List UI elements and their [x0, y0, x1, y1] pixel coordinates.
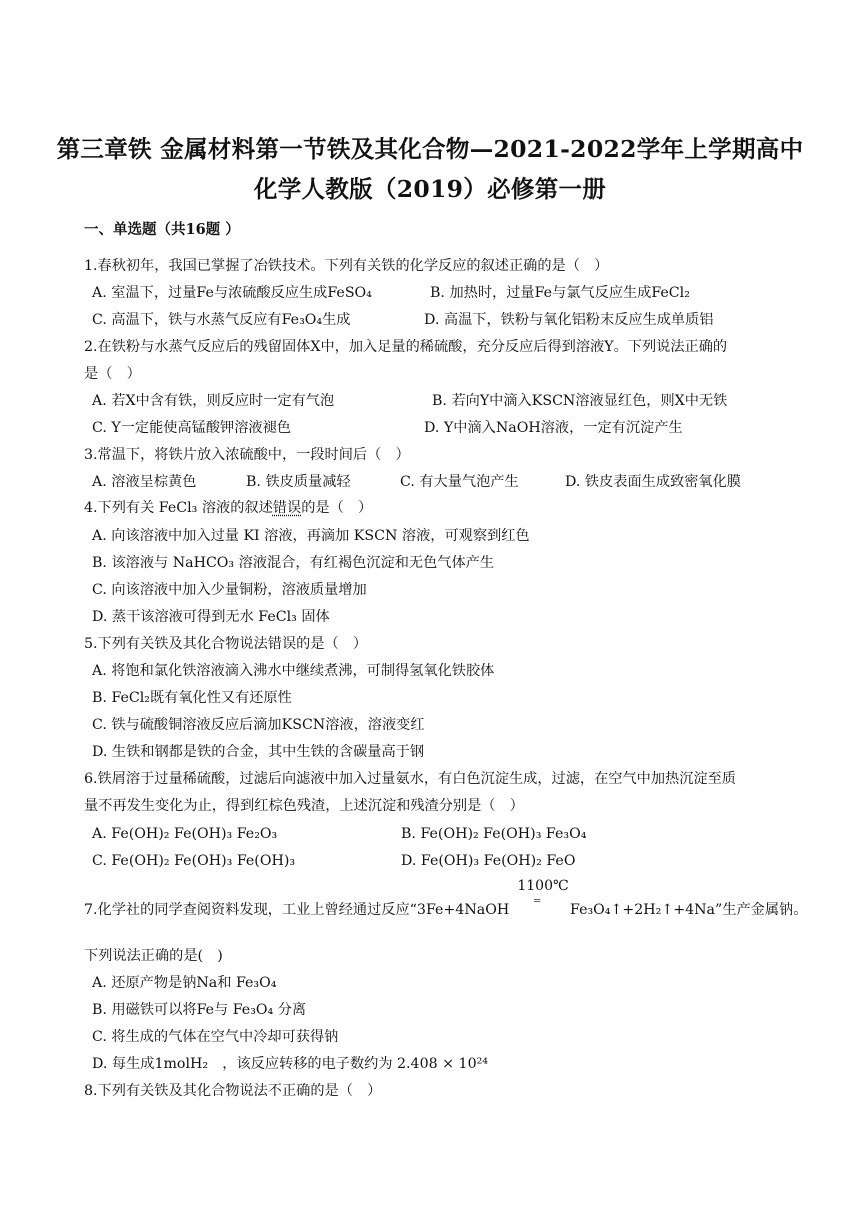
question-4-option-b: B. 该溶液与 NaHCO₃ 溶液混合，有红褐色沉淀和无色气体产生: [92, 555, 495, 571]
question-7-option-c: C. 将生成的气体在空气中冷却可获得钠: [92, 1029, 339, 1045]
question-4-emphasis: 错误: [272, 500, 302, 516]
question-1-option-b: B. 加热时，过量Fe与氯气反应生成FeCl₂: [430, 285, 690, 301]
question-6-option-d: D. Fe(OH)₃ Fe(OH)₂ FeO: [401, 853, 576, 869]
reaction-condition: 1100℃: [517, 878, 569, 894]
question-8-stem: 8.下列有关铁及其化合物说法不正确的是（ ）: [84, 1083, 382, 1099]
question-6-stem-line1: 6.铁屑溶于过量稀硫酸，过滤后向滤液中加入过量氨水，有白色沉淀生成，过滤，在空气中加热沉淀至质: [84, 771, 736, 787]
question-3-option-d: D. 铁皮表面生成致密氧化膜: [565, 474, 741, 490]
question-4-option-a: A. 向该溶液中加入过量 KI 溶液，再滴加 KSCN 溶液，可观察到红色: [92, 528, 530, 544]
question-7-option-a: A. 还原产物是钠Na和 Fe₃O₄: [92, 975, 277, 991]
question-1-option-d: D. 高温下，铁粉与氧化铝粉末反应生成单质铝: [424, 312, 714, 328]
question-2-stem-line1: 2.在铁粉与水蒸气反应后的残留固体X中，加入足量的稀硫酸，充分反应后得到溶液Y。下列说法正确的: [84, 339, 728, 355]
question-2-option-b: B. 若向Y中滴入KSCN溶液显红色，则X中无铁: [432, 393, 728, 409]
section-heading: 一、单选题（共16题 ）: [84, 221, 240, 238]
question-2-option-d: D. Y中滴入NaOH溶液，一定有沉淀产生: [424, 420, 683, 436]
question-6-option-b: B. Fe(OH)₂ Fe(OH)₃ Fe₃O₄: [401, 826, 587, 842]
question-7-stem-line1-start: 7.化学社的同学查阅资料发现，工业上曾经通过反应“3Fe+4NaOH: [84, 902, 510, 918]
question-2-option-a: A. 若X中含有铁，则反应时一定有气泡: [92, 393, 335, 409]
question-5-option-d: D. 生铁和钢都是铁的合金，其中生铁的含碳量高于钢: [92, 744, 425, 760]
question-1-option-c: C. 高温下，铁与水蒸气反应有Fe₃O₄生成: [92, 312, 351, 328]
question-1-stem: 1.春秋初年，我国已掌握了冶铁技术。下列有关铁的化学反应的叙述正确的是（ ）: [84, 258, 609, 274]
reaction-equals-sign: =: [533, 896, 542, 907]
question-3-option-a: A. 溶液呈棕黄色: [92, 474, 197, 490]
question-2-stem-line2: 是（ ）: [84, 366, 141, 382]
question-3-option-b: B. 铁皮质量减轻: [246, 474, 351, 490]
question-5-stem: 5.下列有关铁及其化合物说法错误的是（ ）: [84, 636, 368, 652]
question-5-option-b: B. FeCl₂既有氧化性又有还原性: [92, 690, 292, 706]
question-4-stem-end: 的是（ ）: [301, 500, 373, 516]
document-title-line1: 第三章铁 金属材料第一节铁及其化合物—2021-2022学年上学期高中: [56, 135, 804, 163]
question-5-option-a: A. 将饱和氯化铁溶液滴入沸水中继续煮沸，可制得氢氧化铁胶体: [92, 663, 495, 679]
question-6-option-a: A. Fe(OH)₂ Fe(OH)₃ Fe₂O₃: [92, 826, 278, 842]
question-1-option-a: A. 室温下，过量Fe与浓硫酸反应生成FeSO₄: [92, 285, 372, 301]
document-title-line2: 化学人教版（2019）必修第一册: [253, 175, 607, 203]
question-7-stem-line2: 下列说法正确的是( ): [84, 948, 223, 964]
question-3-stem: 3.常温下，将铁片放入浓硫酸中，一段时间后（ ）: [84, 447, 410, 463]
question-4-stem-text: 4.下列有关 FeCl₃ 溶液的叙述: [84, 500, 273, 516]
question-4-option-c: C. 向该溶液中加入少量铜粉，溶液质量增加: [92, 582, 367, 598]
question-7-option-b: B. 用磁铁可以将Fe与 Fe₃O₄ 分离: [92, 1002, 307, 1018]
question-5-option-c: C. 铁与硫酸铜溶液反应后滴加KSCN溶液，溶液变红: [92, 717, 425, 733]
question-7-stem-line1-end: Fe₃O₄↑+2H₂↑+4Na”生产金属钠。: [570, 902, 808, 918]
question-6-option-c: C. Fe(OH)₂ Fe(OH)₃ Fe(OH)₃: [92, 853, 296, 869]
question-3-option-c: C. 有大量气泡产生: [400, 474, 519, 490]
question-4-option-d: D. 蒸干该溶液可得到无水 FeCl₃ 固体: [92, 609, 330, 625]
question-4-stem: [84, 498, 372, 518]
question-2-option-c: C. Y一定能使高锰酸钾溶液褪色: [92, 420, 291, 436]
question-6-stem-line2: 量不再发生变化为止，得到红棕色残渣，上述沉淀和残渣分别是（ ）: [84, 798, 524, 814]
question-7-option-d: D. 每生成1molH₂ ，该反应转移的电子数约为 2.408 × 10²⁴: [92, 1056, 488, 1072]
